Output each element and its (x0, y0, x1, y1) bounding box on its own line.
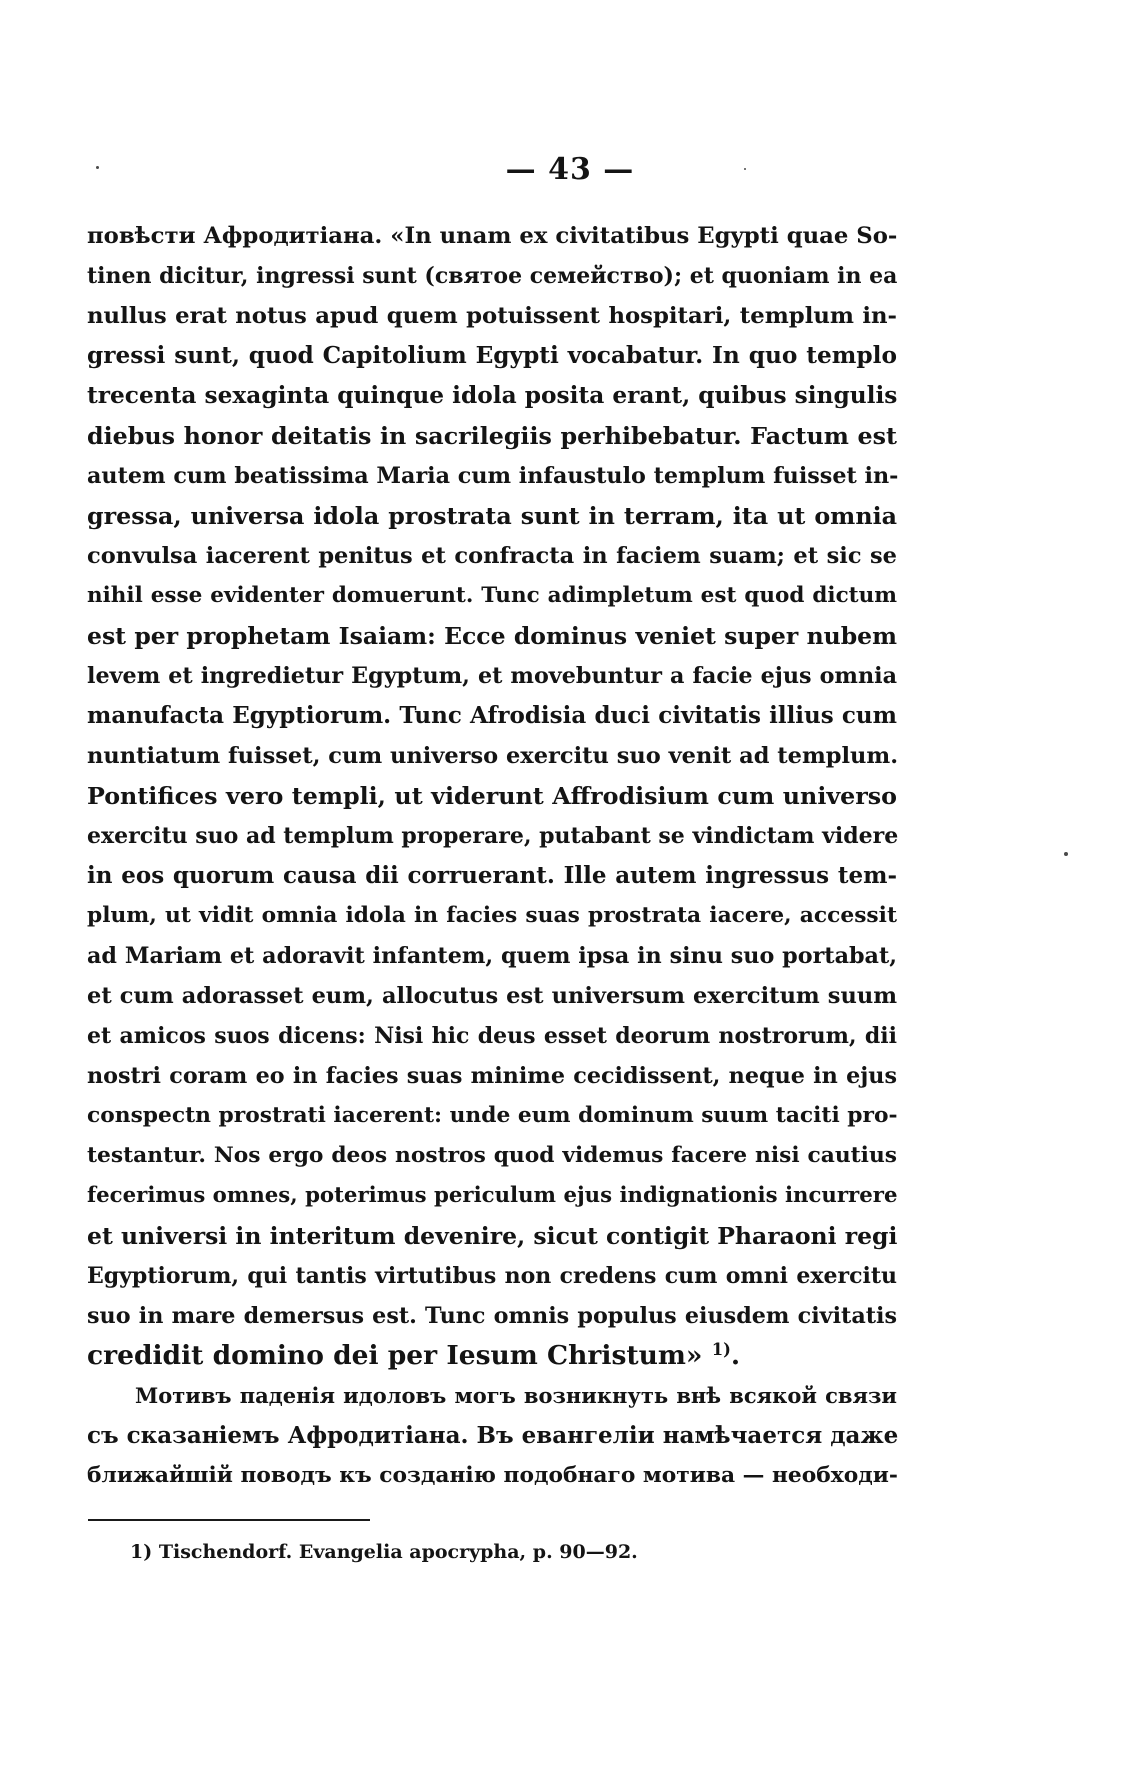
text-line: повѣсти Афродитіана. «In unam ex civitatibus Egypti quae So- (87, 223, 898, 249)
text-line: exercitu suo ad templum properare, putabant se vindictam videre (87, 823, 899, 849)
text-line: et universi in interitum devenire, sicut contigit Pharaoni regi (87, 1222, 898, 1250)
text-line: fecerimus omnes, poterimus periculum ejus indignationis incurrere (87, 1183, 898, 1208)
text-line: testantur. Nos ergo deos nostros quod videmus facere nisi cautius (87, 1143, 897, 1168)
text-line: gressa, universa idola prostrata sunt in terram, ita ut omnia (87, 502, 897, 530)
text-line: et cum adorasset eum, allocutus est universum exercitum suum (87, 983, 897, 1009)
text-line: ближайшій поводъ къ созданію подобнаго мотива — необходи- (87, 1463, 898, 1488)
footnote-text: Tischendorf. Evangelia apocrypha, p. 90—92. (158, 1541, 638, 1563)
text-line: tinen dicitur, ingressi sunt (святое семейство); et quoniam in ea (87, 263, 898, 289)
footnote-divider (88, 1519, 370, 1521)
scan-speck (744, 168, 746, 170)
text-line: nostri coram eo in facies suas minime cecidissent, neque in ejus (87, 1063, 897, 1089)
text-line: ad Mariam et adoravit infantem, quem ipsa in sinu suo portabat, (87, 943, 897, 969)
text-line: manufacta Egyptiorum. Tunc Afrodisia duci civitatis illius cum (87, 702, 897, 729)
text-line: nullus erat notus apud quem potuissent hospitari, templum in- (87, 303, 897, 329)
text-line: trecenta sexaginta quinque idola posita erant, quibus singulis (87, 382, 898, 409)
text-line: autem cum beatissima Maria cum infaustulo templum fuisset in- (87, 463, 899, 489)
text-line-last (87, 1336, 897, 1376)
text-line: Pontifices vero templi, ut viderunt Affrodisium cum universo (87, 782, 897, 810)
scan-speck (96, 166, 99, 169)
text-line: plum, ut vidit omnia idola in facies suas prostrata iacere, accessit (87, 903, 897, 928)
text-line: in eos quorum causa dii corruerant. Ille autem ingressus tem- (87, 862, 897, 889)
footnote-marker: 1) (130, 1541, 153, 1563)
sentence-end: . (730, 1340, 741, 1371)
text-line: gressi sunt, quod Capitolium Egypti vocabatur. In quo templo (87, 342, 897, 369)
page-number: — 43 — (505, 152, 635, 187)
text-line: nihil esse evidenter domuerunt. Tunc adimpletum est quod dictum (87, 583, 897, 608)
footnote-reference[interactable]: 1) (711, 1339, 731, 1359)
paragraph-latin-quote (87, 216, 897, 1376)
text-line: съ сказаніемъ Афродитіана. Въ евангеліи намѣчается даже (87, 1422, 899, 1449)
text-line: diebus honor deitatis in sacrilegiis perhibebatur. Factum est (87, 422, 897, 450)
scan-speck (1064, 852, 1068, 856)
text-line: et amicos suos dicens: Nisi hic deus esset deorum nostrorum, dii (87, 1023, 897, 1049)
text-line: nuntiatum fuisset, cum universo exercitu suo venit ad templum. (87, 743, 899, 769)
text-line: levem et ingredietur Egyptum, et movebuntur a facie ejus omnia (87, 663, 897, 689)
footnote (130, 1541, 638, 1563)
text-line: Egyptiorum, qui tantis virtutibus non credens cum omni exercitu (87, 1263, 897, 1289)
text-line: Мотивъ паденія идоловъ могъ возникнуть внѣ всякой связи (135, 1383, 897, 1408)
text-line: est per prophetam Isaiam: Ecce dominus veniet super nubem (87, 622, 897, 650)
quote-end-text: credidit domino dei per Iesum Christum» (87, 1340, 703, 1371)
text-line: conspectn prostrati iacerent: unde eum dominum suum taciti pro- (87, 1103, 898, 1128)
text-line: suo in mare demersus est. Tunc omnis populus eiusdem civitatis (87, 1303, 897, 1329)
body-text (87, 216, 897, 1496)
paragraph-russian (87, 1376, 897, 1496)
text-line: convulsa iacerent penitus et confracta in faciem suam; et sic se (87, 543, 897, 569)
